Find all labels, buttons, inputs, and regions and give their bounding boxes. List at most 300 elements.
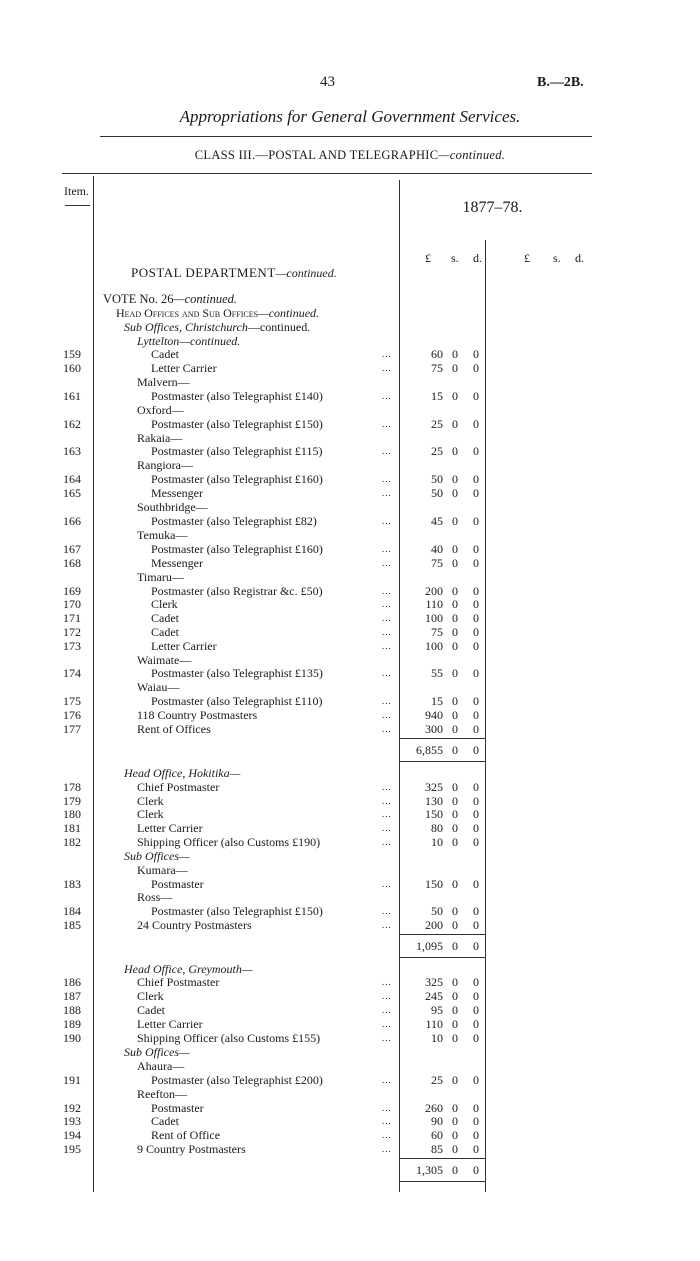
- row-description: Clerk: [151, 597, 178, 611]
- pounds-value: 10: [431, 1031, 443, 1045]
- pounds-value: 200: [425, 918, 443, 932]
- shillings-value: 0: [452, 918, 458, 932]
- table-row: [0, 514, 700, 528]
- shillings-value: 0: [452, 1163, 458, 1177]
- table-row: [0, 821, 700, 835]
- item-number: 187: [63, 989, 81, 1003]
- table-row: [0, 556, 700, 570]
- table-row: [0, 444, 700, 458]
- table-row: [0, 1003, 700, 1017]
- row-description: Postmaster (also Telegraphist £160): [151, 472, 323, 486]
- row-description: Head Office, Hokitika—: [124, 766, 241, 780]
- page-title: Appropriations for General Government Services.: [179, 107, 521, 126]
- row-description: Malvern—: [137, 375, 190, 389]
- shillings-value: 0: [452, 1003, 458, 1017]
- table-row: [0, 625, 700, 639]
- table-row: [0, 766, 700, 780]
- item-number: 162: [63, 417, 81, 431]
- vote-heading: [103, 292, 237, 307]
- pence-value: 0: [473, 611, 479, 625]
- item-number: 192: [63, 1101, 81, 1115]
- item-number: 168: [63, 556, 81, 570]
- leader-dots: ...: [382, 710, 392, 720]
- row-description: Ahaura—: [137, 1059, 185, 1073]
- row-description: Rakaia—: [137, 431, 183, 445]
- item-number: 176: [63, 708, 81, 722]
- row-description: Postmaster: [151, 877, 204, 891]
- page-number: 43: [320, 74, 335, 90]
- offices-name: Head Offices and Sub Offices: [116, 306, 259, 320]
- row-description: Postmaster (also Telegraphist £200): [151, 1073, 323, 1087]
- leader-dots: ...: [382, 627, 392, 637]
- item-number: 184: [63, 904, 81, 918]
- row-description: Southbridge—: [137, 500, 208, 514]
- shillings-header-2: s.: [553, 251, 561, 265]
- row-description: Postmaster (also Telegraphist £82): [151, 514, 317, 528]
- row-description: Letter Carrier: [151, 361, 217, 375]
- item-number: 193: [63, 1114, 81, 1128]
- item-number: 179: [63, 794, 81, 808]
- shillings-value: 0: [452, 611, 458, 625]
- item-number: 166: [63, 514, 81, 528]
- table-row: [0, 904, 700, 918]
- item-number: 170: [63, 597, 81, 611]
- item-number: 175: [63, 694, 81, 708]
- item-number: 177: [63, 722, 81, 736]
- pence-value: 0: [473, 625, 479, 639]
- pence-value: 0: [473, 1003, 479, 1017]
- pounds-value: 25: [431, 417, 443, 431]
- pounds-value: 85: [431, 1142, 443, 1156]
- department-heading: [131, 265, 337, 281]
- item-number: 181: [63, 821, 81, 835]
- item-number: 189: [63, 1017, 81, 1031]
- pounds-value: 325: [425, 975, 443, 989]
- pence-header: d.: [473, 251, 482, 265]
- item-number: 183: [63, 877, 81, 891]
- item-number: 180: [63, 807, 81, 821]
- pence-value: 0: [473, 1073, 479, 1087]
- row-description: Cadet: [151, 611, 179, 625]
- pounds-value: 1,095: [416, 939, 443, 953]
- row-description: 24 Country Postmasters: [137, 918, 252, 932]
- item-number: 160: [63, 361, 81, 375]
- item-number: 167: [63, 542, 81, 556]
- shillings-value: 0: [452, 389, 458, 403]
- row-description: Messenger: [151, 556, 203, 570]
- leader-dots: ...: [382, 1033, 392, 1043]
- row-description: Letter Carrier: [137, 1017, 203, 1031]
- pence-value: 0: [473, 1031, 479, 1045]
- table-row: [0, 722, 700, 736]
- pence-value: 0: [473, 514, 479, 528]
- table-row: [0, 389, 700, 403]
- pence-value: 0: [473, 597, 479, 611]
- table-row: [0, 653, 700, 667]
- pence-value: 0: [473, 939, 479, 953]
- pence-value: 0: [473, 542, 479, 556]
- pounds-value: 25: [431, 1073, 443, 1087]
- table-row: [0, 361, 700, 375]
- pence-value: 0: [473, 389, 479, 403]
- row-description: Letter Carrier: [151, 639, 217, 653]
- row-description: Rangiora—: [137, 458, 193, 472]
- table-row: [0, 528, 700, 542]
- shillings-value: 0: [452, 694, 458, 708]
- leader-dots: ...: [382, 1005, 392, 1015]
- table-row: [0, 807, 700, 821]
- pence-value: 0: [473, 1017, 479, 1031]
- sub-offices-name: Sub Offices, Christchurch: [124, 320, 248, 334]
- class-title-suffix: —continued.: [438, 148, 506, 162]
- item-number: 178: [63, 780, 81, 794]
- shillings-value: 0: [452, 1142, 458, 1156]
- pence-value: 0: [473, 417, 479, 431]
- row-description: Rent of Offices: [137, 722, 211, 736]
- leader-dots: ...: [382, 586, 392, 596]
- shillings-value: 0: [452, 722, 458, 736]
- row-description: Shipping Officer (also Customs £155): [137, 1031, 321, 1045]
- leader-dots: ...: [382, 977, 392, 987]
- vote-suffix: —continued.: [173, 292, 238, 306]
- row-description: Oxford—: [137, 403, 184, 417]
- pounds-value: 300: [425, 722, 443, 736]
- row-description: 9 Country Postmasters: [137, 1142, 246, 1156]
- pounds-value: 55: [431, 666, 443, 680]
- pence-value: 0: [473, 708, 479, 722]
- table-row: [0, 347, 700, 361]
- leader-dots: ...: [382, 1019, 392, 1029]
- pence-value: 0: [473, 584, 479, 598]
- row-description: Ross—: [137, 890, 173, 904]
- pence-value: 0: [473, 639, 479, 653]
- table-top-rule: [62, 173, 592, 174]
- table-row: [0, 1059, 700, 1073]
- leader-dots: ...: [382, 1116, 392, 1126]
- pounds-value: 110: [425, 597, 443, 611]
- table-row: [0, 835, 700, 849]
- table-row: [0, 570, 700, 584]
- table-row: [0, 334, 700, 348]
- pounds-value: 150: [425, 877, 443, 891]
- row-description: Chief Postmaster: [137, 780, 220, 794]
- pounds-value: 60: [431, 347, 443, 361]
- item-number: 186: [63, 975, 81, 989]
- pounds-value: 6,855: [416, 743, 443, 757]
- pence-value: 0: [473, 1163, 479, 1177]
- row-description: Lyttelton—continued.: [137, 334, 241, 348]
- row-description: Temuka—: [137, 528, 188, 542]
- sub-offices-suffix: —continued.: [247, 320, 311, 334]
- pounds-header: £: [425, 251, 431, 265]
- shillings-value: 0: [452, 361, 458, 375]
- leader-dots: ...: [382, 349, 392, 359]
- pounds-value: 130: [425, 794, 443, 808]
- leader-dots: ...: [382, 544, 392, 554]
- leader-dots: ...: [382, 474, 392, 484]
- row-description: Cadet: [151, 625, 179, 639]
- vote-name: VOTE No. 26: [103, 292, 174, 306]
- row-description: Reefton—: [137, 1087, 187, 1101]
- item-number: 159: [63, 347, 81, 361]
- pounds-value: 15: [431, 694, 443, 708]
- shillings-value: 0: [452, 708, 458, 722]
- shillings-value: 0: [452, 877, 458, 891]
- item-number: 164: [63, 472, 81, 486]
- row-description: Cadet: [151, 1114, 179, 1128]
- pence-value: 0: [473, 835, 479, 849]
- table-row: [0, 989, 700, 1003]
- pence-value: 0: [473, 666, 479, 680]
- pence-value: 0: [473, 722, 479, 736]
- pence-value: 0: [473, 1128, 479, 1142]
- leader-dots: ...: [382, 991, 392, 1001]
- subtotal-rule: [400, 934, 486, 935]
- row-description: Postmaster (also Telegraphist £110): [151, 694, 323, 708]
- shillings-value: 0: [452, 807, 458, 821]
- pence-value: 0: [473, 975, 479, 989]
- shillings-value: 0: [452, 743, 458, 757]
- leader-dots: ...: [382, 879, 392, 889]
- row-description: Sub Offices—: [124, 849, 190, 863]
- department-suffix: —continued.: [275, 266, 337, 280]
- shillings-value: 0: [452, 780, 458, 794]
- pounds-value: 75: [431, 361, 443, 375]
- shillings-value: 0: [452, 939, 458, 953]
- pounds-value: 1,305: [416, 1163, 443, 1177]
- shillings-value: 0: [452, 556, 458, 570]
- table-row: [0, 403, 700, 417]
- pounds-value: 10: [431, 835, 443, 849]
- shillings-header: s.: [451, 251, 459, 265]
- pence-value: 0: [473, 1142, 479, 1156]
- pence-value: 0: [473, 877, 479, 891]
- leader-dots: ...: [382, 1103, 392, 1113]
- shillings-value: 0: [452, 472, 458, 486]
- pence-value: 0: [473, 472, 479, 486]
- row-description: Postmaster (also Registrar &c. £50): [151, 584, 323, 598]
- leader-dots: ...: [382, 906, 392, 916]
- row-description: 118 Country Postmasters: [137, 708, 258, 722]
- row-description: Postmaster (also Telegraphist £150): [151, 904, 323, 918]
- shillings-value: 0: [452, 1031, 458, 1045]
- table-row: [0, 708, 700, 722]
- shillings-value: 0: [452, 989, 458, 1003]
- row-description: Rent of Office: [151, 1128, 221, 1142]
- item-number: 191: [63, 1073, 81, 1087]
- pounds-value: 40: [431, 542, 443, 556]
- item-number: 182: [63, 835, 81, 849]
- shillings-value: 0: [452, 444, 458, 458]
- leader-dots: ...: [382, 391, 392, 401]
- table-row: [0, 849, 700, 863]
- item-head-underline: [65, 205, 90, 206]
- item-column-header: Item.: [64, 184, 89, 198]
- shillings-value: 0: [452, 975, 458, 989]
- pounds-value: 75: [431, 556, 443, 570]
- table-row: [0, 584, 700, 598]
- table-row: [0, 1087, 700, 1101]
- leader-dots: ...: [382, 920, 392, 930]
- table-row: [0, 611, 700, 625]
- row-description: Kumara—: [137, 863, 188, 877]
- pounds-value: 325: [425, 780, 443, 794]
- document-reference: B.—2B.: [537, 75, 584, 90]
- table-row: [0, 975, 700, 989]
- pounds-value: 245: [425, 989, 443, 1003]
- table-row: [0, 863, 700, 877]
- table-row: [0, 666, 700, 680]
- leader-dots: ...: [382, 1144, 392, 1154]
- pence-value: 0: [473, 904, 479, 918]
- table-row: [0, 500, 700, 514]
- subtotal-rule: [400, 1181, 486, 1182]
- pounds-value: 940: [425, 708, 443, 722]
- shillings-value: 0: [452, 639, 458, 653]
- leader-dots: ...: [382, 696, 392, 706]
- shillings-value: 0: [452, 1073, 458, 1087]
- row-description: Postmaster (also Telegraphist £150): [151, 417, 323, 431]
- shillings-value: 0: [452, 1128, 458, 1142]
- subtotal-rule: [400, 957, 486, 958]
- table-row: [0, 794, 700, 808]
- pounds-value: 50: [431, 472, 443, 486]
- pence-value: 0: [473, 780, 479, 794]
- item-number: 172: [63, 625, 81, 639]
- pence-value: 0: [473, 918, 479, 932]
- leader-dots: ...: [382, 837, 392, 847]
- table-row: [0, 877, 700, 891]
- table-row: [0, 417, 700, 431]
- pounds-value: 110: [425, 1017, 443, 1031]
- pence-value: 0: [473, 1114, 479, 1128]
- shillings-value: 0: [452, 347, 458, 361]
- pounds-value: 45: [431, 514, 443, 528]
- leader-dots: ...: [382, 823, 392, 833]
- shillings-value: 0: [452, 625, 458, 639]
- leader-dots: ...: [382, 599, 392, 609]
- pence-value: 0: [473, 743, 479, 757]
- table-row: [0, 458, 700, 472]
- leader-dots: ...: [382, 641, 392, 651]
- row-description: Postmaster (also Telegraphist £135): [151, 666, 323, 680]
- leader-dots: ...: [382, 796, 392, 806]
- row-description: Cadet: [137, 1003, 165, 1017]
- table-row: [0, 542, 700, 556]
- subtotal-rule: [400, 738, 486, 739]
- row-description: Chief Postmaster: [137, 975, 220, 989]
- class-title: [0, 148, 700, 163]
- subtotal-row: [0, 743, 700, 757]
- shillings-value: 0: [452, 514, 458, 528]
- row-description: Timaru—: [137, 570, 184, 584]
- item-number: 194: [63, 1128, 81, 1142]
- row-description: Waiau—: [137, 680, 180, 694]
- row-description: Postmaster (also Telegraphist £140): [151, 389, 323, 403]
- item-number: 190: [63, 1031, 81, 1045]
- item-number: 173: [63, 639, 81, 653]
- table-row: [0, 1045, 700, 1059]
- table-row: [0, 639, 700, 653]
- pounds-value: 25: [431, 444, 443, 458]
- shillings-value: 0: [452, 486, 458, 500]
- shillings-value: 0: [452, 417, 458, 431]
- department-name: POSTAL DEPARTMENT: [131, 265, 276, 280]
- shillings-value: 0: [452, 1017, 458, 1031]
- year-header: 1877–78.: [462, 199, 523, 216]
- table-row: [0, 962, 700, 976]
- pounds-value: 260: [425, 1101, 443, 1115]
- shillings-value: 0: [452, 542, 458, 556]
- table-row: [0, 890, 700, 904]
- class-title-text: CLASS III.—POSTAL AND TELEGRAPHIC: [194, 148, 439, 162]
- leader-dots: ...: [382, 1130, 392, 1140]
- item-number: 185: [63, 918, 81, 932]
- table-row: [0, 780, 700, 794]
- pence-value: 0: [473, 989, 479, 1003]
- item-number: 195: [63, 1142, 81, 1156]
- table-row: [0, 1114, 700, 1128]
- pence-value: 0: [473, 361, 479, 375]
- leader-dots: ...: [382, 809, 392, 819]
- pence-value: 0: [473, 807, 479, 821]
- shillings-value: 0: [452, 1101, 458, 1115]
- leader-dots: ...: [382, 558, 392, 568]
- row-description: Postmaster (also Telegraphist £160): [151, 542, 323, 556]
- leader-dots: ...: [382, 613, 392, 623]
- pounds-value: 50: [431, 486, 443, 500]
- pounds-value: 80: [431, 821, 443, 835]
- pence-value: 0: [473, 444, 479, 458]
- item-number: 161: [63, 389, 81, 403]
- table-row: [0, 1031, 700, 1045]
- sub-offices-heading: [124, 320, 310, 335]
- item-number: 163: [63, 444, 81, 458]
- table-row: [0, 918, 700, 932]
- leader-dots: ...: [382, 488, 392, 498]
- table-row: [0, 1017, 700, 1031]
- table-row: [0, 431, 700, 445]
- subtotal-rule: [400, 761, 486, 762]
- table-row: [0, 680, 700, 694]
- pounds-value: 100: [425, 639, 443, 653]
- row-description: Postmaster (also Telegraphist £115): [151, 444, 323, 458]
- pounds-value: 200: [425, 584, 443, 598]
- offices-suffix: —continued.: [258, 306, 320, 320]
- shillings-value: 0: [452, 794, 458, 808]
- leader-dots: ...: [382, 363, 392, 373]
- leader-dots: ...: [382, 668, 392, 678]
- leader-dots: ...: [382, 446, 392, 456]
- pence-value: 0: [473, 556, 479, 570]
- subtotal-row: [0, 1163, 700, 1177]
- pounds-value: 15: [431, 389, 443, 403]
- pounds-value: 60: [431, 1128, 443, 1142]
- table-row: [0, 694, 700, 708]
- pence-value: 0: [473, 821, 479, 835]
- subtotal-row: [0, 939, 700, 953]
- shillings-value: 0: [452, 904, 458, 918]
- pence-value: 0: [473, 486, 479, 500]
- row-description: Postmaster: [151, 1101, 204, 1115]
- subtotal-rule: [400, 1158, 486, 1159]
- item-number: 165: [63, 486, 81, 500]
- pence-value: 0: [473, 694, 479, 708]
- offices-heading: [116, 306, 319, 321]
- pence-header-2: d.: [575, 251, 584, 265]
- table-row: [0, 375, 700, 389]
- row-description: Clerk: [137, 807, 164, 821]
